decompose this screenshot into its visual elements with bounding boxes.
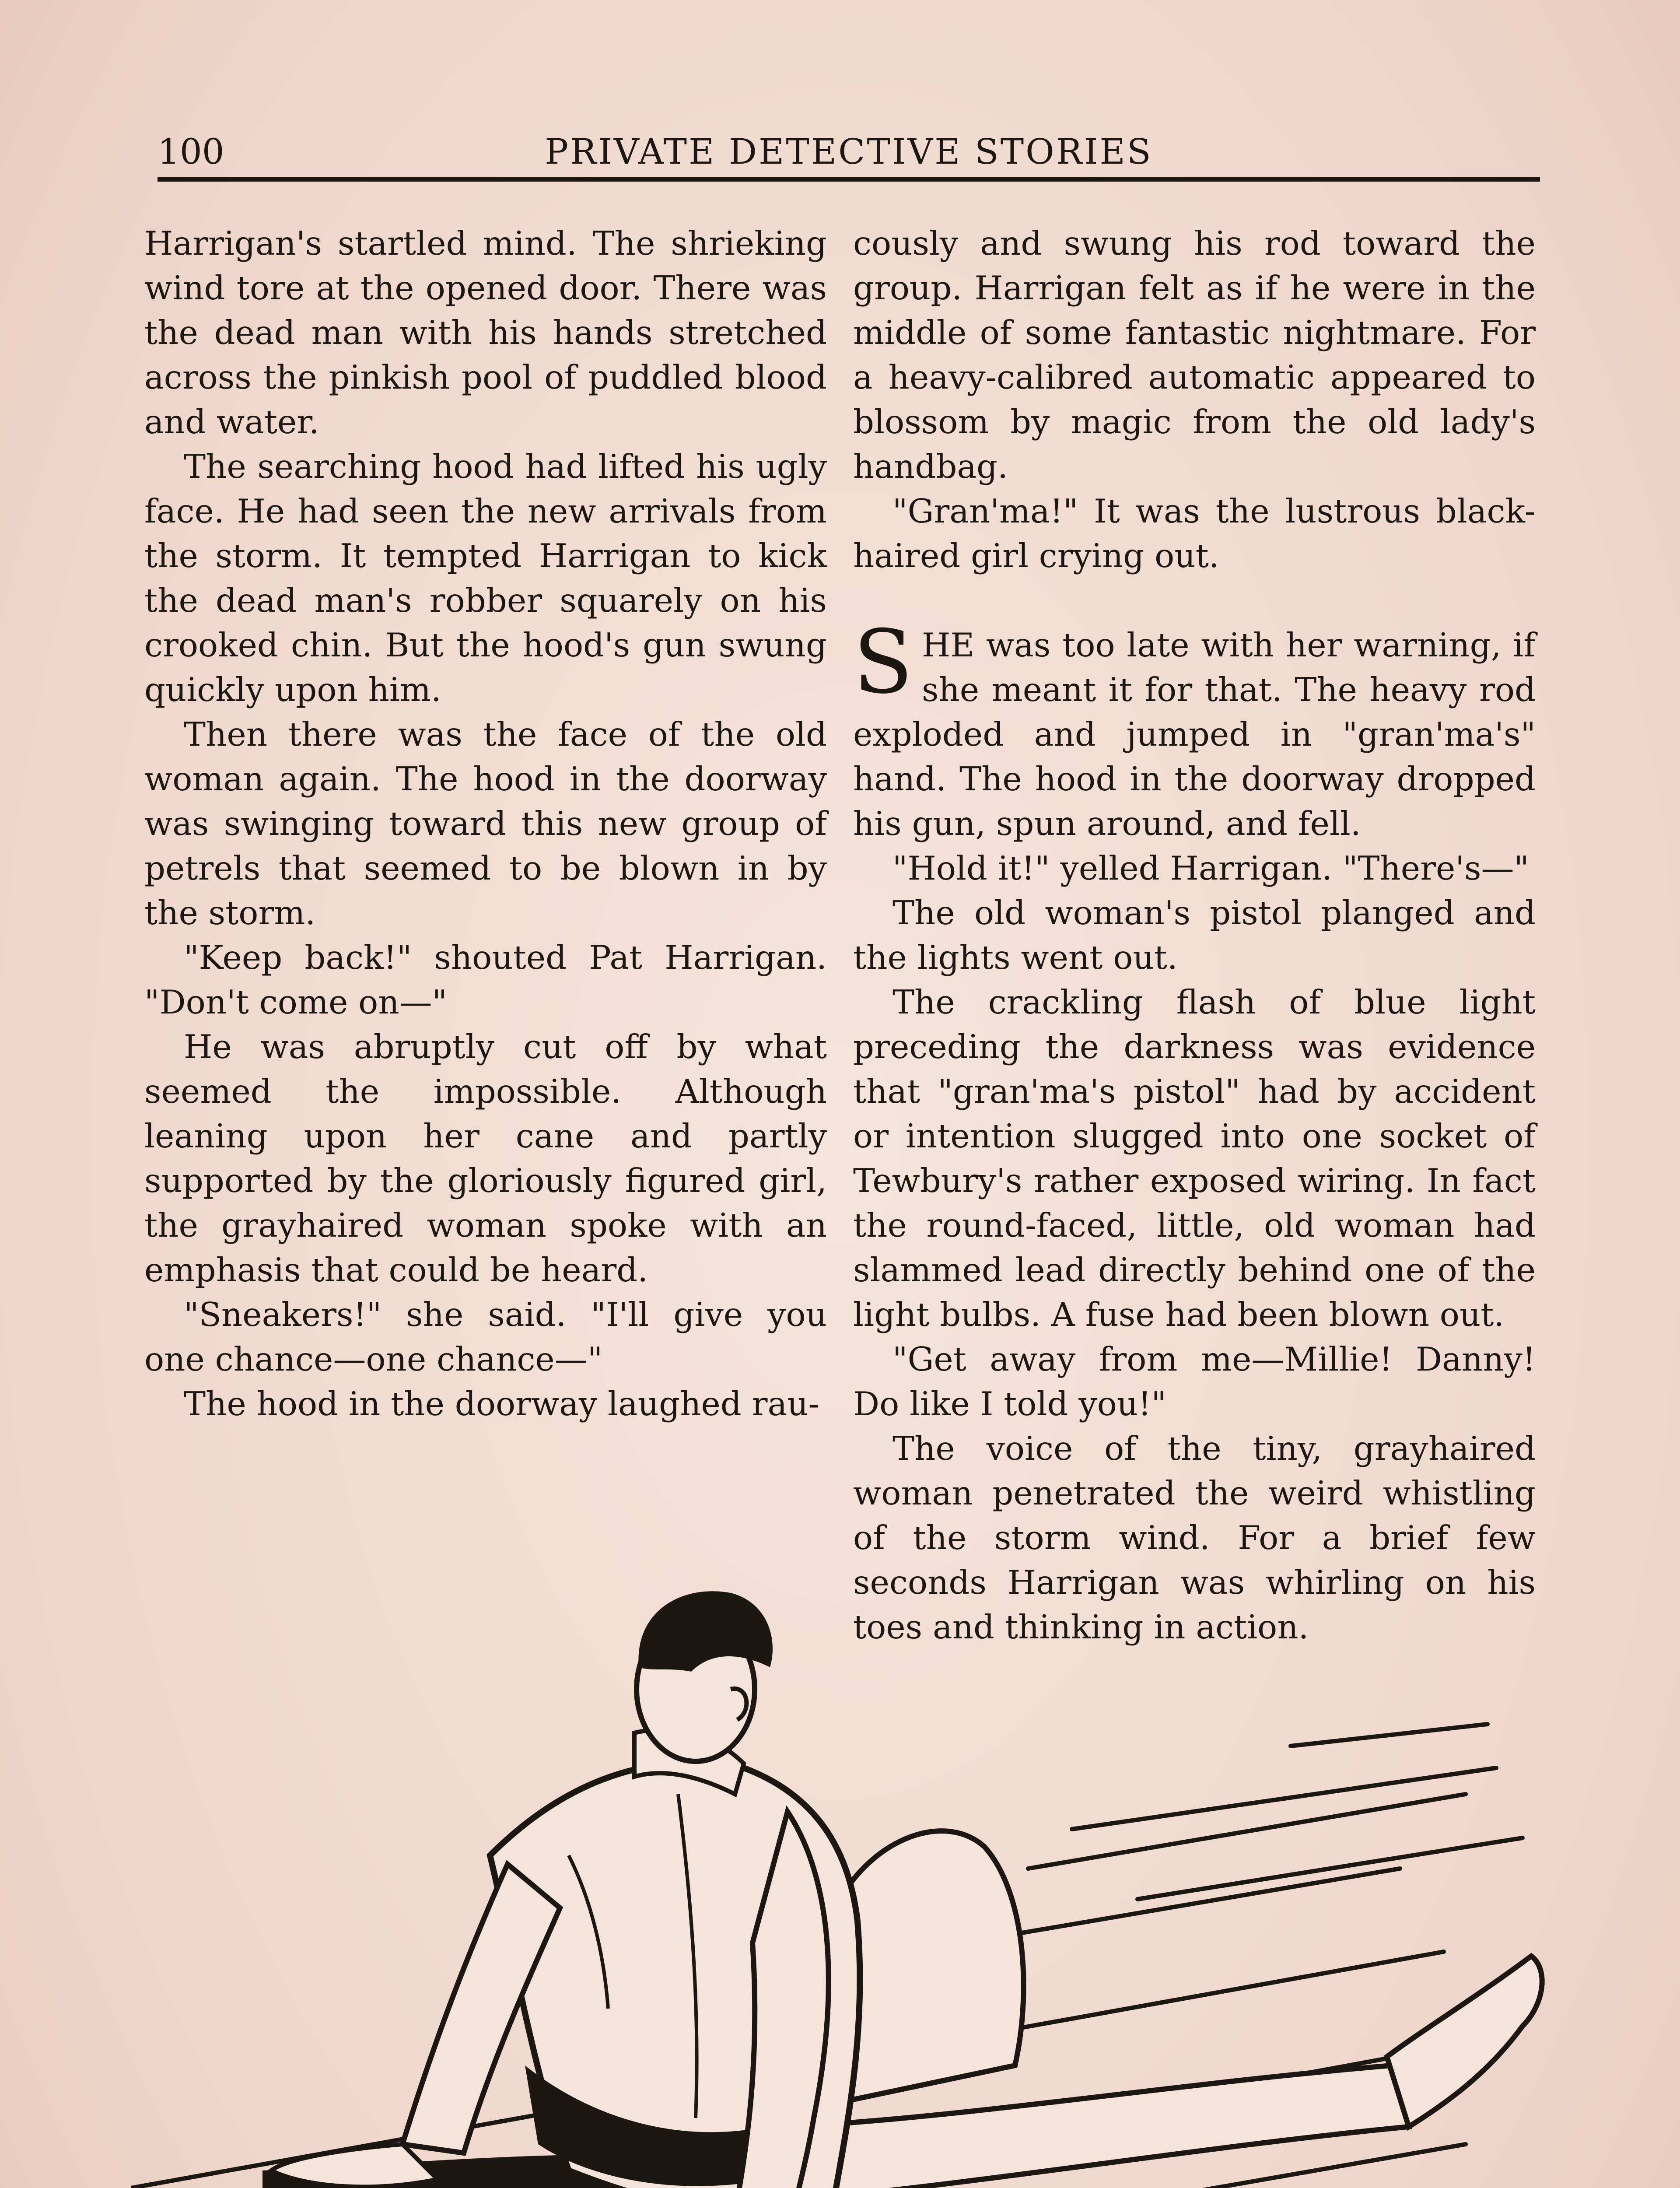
paragraph: He was abruptly cut off by what seemed the impossible. Although leaning upon her cane and partly supported by the gloriously figured girl, the grayhaired woman spoke with an emphasis that could be heard. bbox=[144, 1027, 827, 1289]
running-title: PRIVATE DETECTIVE STORIES bbox=[545, 131, 1153, 172]
paragraph: cously and swung his rod toward the group. Harrigan felt as if he were in the middle of some fantastic nightmare. For a heavy-calibred automatic appeared to blossom by magic from the old lady's handbag. bbox=[853, 224, 1536, 486]
drop-cap: S bbox=[853, 611, 914, 713]
man-sitting-on-floor-illustration bbox=[131, 1462, 1558, 2188]
paragraph: The hood in the doorway laughed rau- bbox=[184, 1385, 819, 1423]
section-first-text: HE was too late with her warning, if she meant it for that. The heavy rod exploded and jumped in "gran'ma's" hand. The hood in the doorway dropped his gun, spun around, and fell. bbox=[853, 626, 1536, 843]
paragraph: "Keep back!" shouted Pat Harrigan. "Don't come on—" bbox=[144, 938, 827, 1021]
header-rule bbox=[158, 177, 1540, 182]
paragraph: "Sneakers!" she said. "I'll give you one chance—one chance—" bbox=[144, 1295, 827, 1378]
paragraph: The voice of the tiny, grayhaired woman penetrated the weird whistling of the storm wind. For a brief few seconds Harrigan was whirling on his toes and thinking in action. bbox=[853, 1429, 1536, 1646]
section-first-paragraph bbox=[853, 611, 1536, 846]
paragraph: "Hold it!" yelled Harrigan. "There's—" bbox=[892, 849, 1530, 887]
paragraph: "Get away from me—Millie! Danny! Do like I told you!" bbox=[853, 1340, 1536, 1423]
paragraph: The searching hood had lifted his ugly face. He had seen the new arrivals from the storm. It tempted Harrigan to kick the dead man's robber squarely on his crooked chin. But the hood's gun swung quickly upon him. bbox=[144, 447, 827, 709]
paragraph: Harrigan's startled mind. The shrieking wind tore at the opened door. There was the dead man with his hands stretched across the pinkish pool of puddled blood and water. bbox=[144, 224, 827, 441]
left-text-column bbox=[144, 221, 827, 1426]
right-text-column bbox=[853, 221, 1536, 1649]
paragraph: The old woman's pistol planged and the lights went out. bbox=[853, 894, 1536, 977]
paragraph: "Gran'ma!" It was the lustrous black-haired girl crying out. bbox=[853, 492, 1536, 575]
page-number: 100 bbox=[158, 131, 224, 172]
paragraph: Then there was the face of the old woman again. The hood in the doorway was swinging toward this new group of petrels that seemed to be blown in by the storm. bbox=[144, 715, 827, 932]
right-column-opening bbox=[853, 221, 1536, 578]
section-break bbox=[853, 578, 1536, 623]
page-header bbox=[158, 123, 1540, 171]
paragraph: The crackling flash of blue light preceding the darkness was evidence that "gran'ma's pistol" had by accident or intention slugged into one socket of Tewbury's rather exposed wiring. In fact the round-faced, little, old woman had slammed lead directly behind one of the light bulbs. A fuse had been blown out. bbox=[853, 983, 1536, 1334]
